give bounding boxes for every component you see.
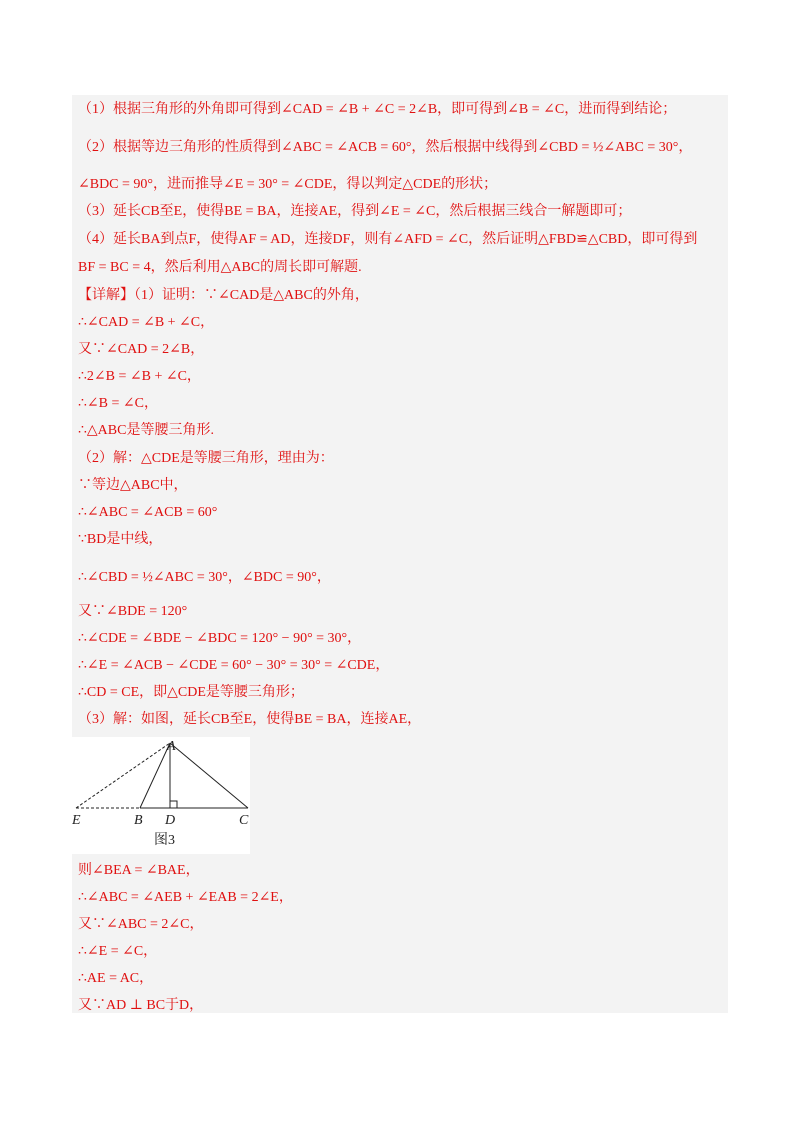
text-line: ∴∠ABC = ∠ACB = 60° — [78, 505, 218, 520]
text-line: （2）解：△CDE是等腰三角形，理由为： — [78, 451, 334, 466]
triangle-figure — [72, 737, 250, 854]
text-line: ∴∠CAD = ∠B + ∠C， — [78, 315, 215, 330]
text-line: ∵等边△ABC中， — [78, 478, 188, 493]
text-line: ∴2∠B = ∠B + ∠C， — [78, 369, 201, 384]
vertex-label-a: A — [167, 739, 176, 754]
text-line: （3）延长CB至E，使得BE = BA，连接AE，得到∠E = ∠C，然后根据三线合一解题即可； — [78, 204, 632, 219]
text-line: ∴∠CDE = ∠BDE − ∠BDC = 120° − 90° = 30°， — [78, 631, 362, 646]
text-line: ∴△ABC是等腰三角形. — [78, 423, 214, 438]
text-line: ∴∠E = ∠C， — [78, 944, 158, 959]
vertex-label-b: B — [134, 813, 143, 828]
segment-ac — [170, 743, 248, 808]
text-line: ∴∠B = ∠C， — [78, 396, 158, 411]
text-line: BF = BC = 4，然后利用△ABC的周长即可解题. — [78, 260, 362, 275]
text-line: （2）根据等边三角形的性质得到∠ABC = ∠ACB = 60°，然后根据中线得到∠CBD = ½∠ABC = 30°， — [78, 140, 693, 155]
text-line: （3）解：如图，延长CB至E，使得BE = BA，连接AE， — [78, 712, 422, 727]
text-line: 又∵∠CAD = 2∠B， — [78, 342, 205, 357]
vertex-label-d: D — [165, 813, 176, 828]
text-line: （1）根据三角形的外角即可得到∠CAD = ∠B + ∠C = 2∠B，即可得到∠B = ∠C，进而得到结论； — [78, 102, 677, 117]
text-line: ∴AE = AC， — [78, 971, 154, 986]
text-line: 又∵∠BDE = 120° — [78, 604, 188, 619]
text-line: 又∵AD ⊥ BC于D， — [78, 998, 204, 1013]
text-line: 【详解】（1）证明：∵∠CAD是△ABC的外角， — [78, 288, 369, 303]
text-line: 又∵∠ABC = 2∠C， — [78, 917, 204, 932]
text-line: ∵BD是中线， — [78, 532, 163, 547]
triangle-diagram — [72, 737, 250, 854]
text-line: （4）延长BA到点F，使得AF = AD，连接DF，则有∠AFD = ∠C，然后证明△FBD≌△CBD，即可得到 — [78, 232, 698, 247]
text-line: ∴∠E = ∠ACB − ∠CDE = 60° − 30° = 30° = ∠CDE， — [78, 658, 390, 673]
vertex-label-c: C — [239, 813, 249, 828]
text-line: ∴∠ABC = ∠AEB + ∠EAB = 2∠E， — [78, 890, 293, 905]
dashed-segment-ae — [76, 743, 170, 808]
text-line: ∴CD = CE，即△CDE是等腰三角形； — [78, 685, 304, 700]
figure-caption: 图3 — [154, 833, 175, 848]
right-angle-mark — [170, 801, 177, 808]
text-line: 则∠BEA = ∠BAE， — [78, 863, 200, 878]
segment-ab — [140, 743, 170, 808]
text-line: ∠BDC = 90°，进而推导∠E = 30° = ∠CDE，得以判定△CDE的形状； — [78, 177, 498, 192]
text-line: ∴∠CBD = ½∠ABC = 30°，∠BDC = 90°， — [78, 570, 331, 585]
vertex-label-e: E — [72, 813, 81, 828]
